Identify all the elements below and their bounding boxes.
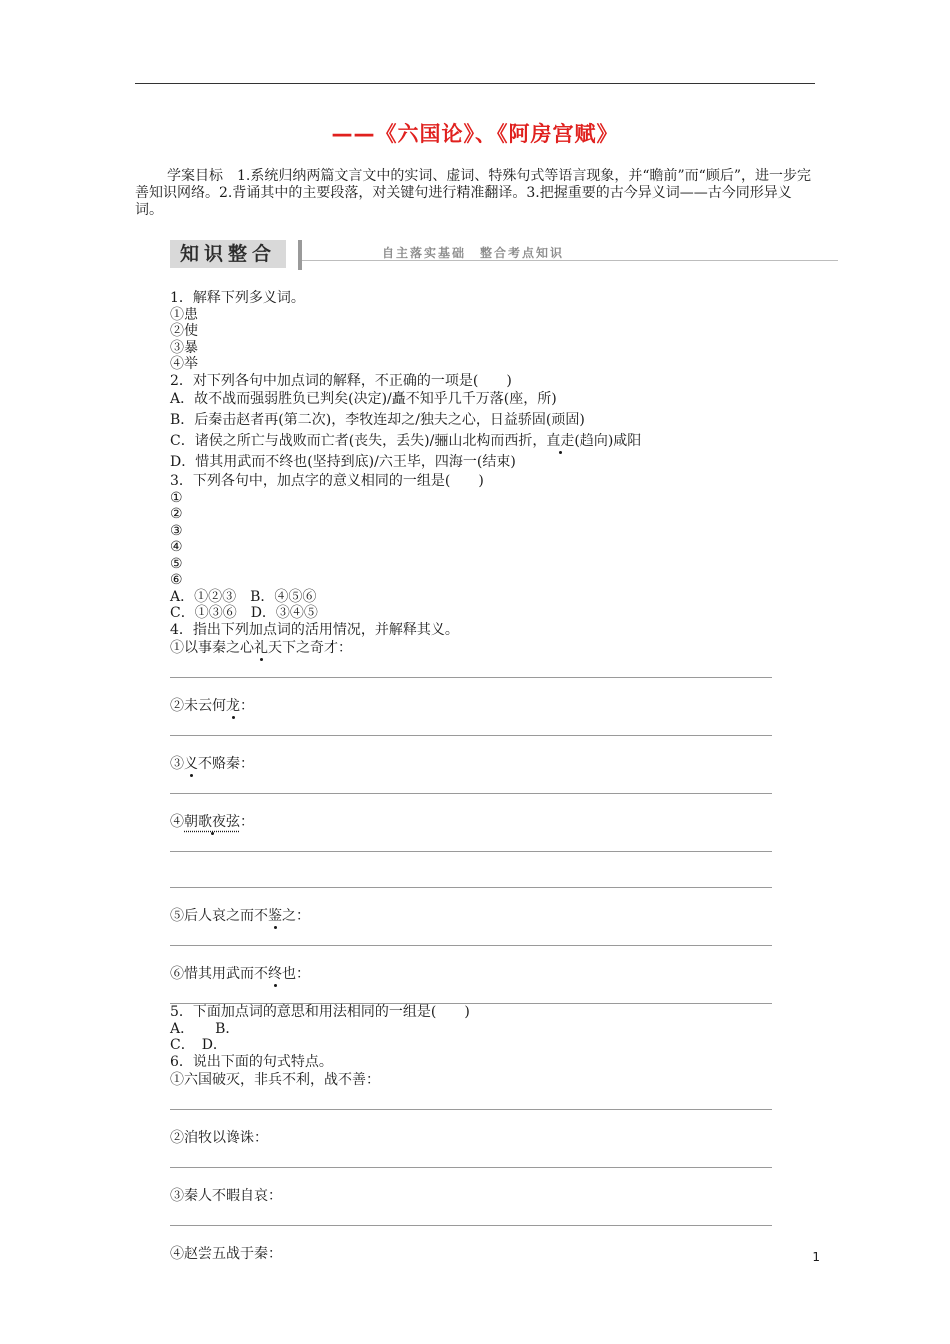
dotted-word: 朝歌夜弦: [184, 814, 240, 830]
dotted-word: 龙: [226, 698, 240, 714]
question-3-item: ①: [170, 489, 183, 506]
question-1-item: ②使: [170, 323, 198, 339]
question-4-item: [170, 754, 820, 775]
section-banner: [170, 240, 838, 270]
exercise-content: [170, 290, 820, 1265]
question-3-item: ⑥: [170, 572, 183, 588]
question-1-item: ④举: [170, 356, 198, 372]
question-3-item: ⑤: [170, 555, 183, 572]
question-6-item: ②洎牧以谗诛：: [170, 1130, 268, 1146]
item-text: ⑤后人哀之而不: [170, 908, 268, 924]
question-3-options: A．①②③ B．④⑤⑥: [170, 588, 317, 605]
question-2-stem: 2．对下列各句中加点词的解释，不正确的一项是( ): [170, 372, 512, 389]
question-6-item: ④赵尝五战于秦：: [170, 1246, 282, 1262]
question-1-stem: 1．解释下列多义词。: [170, 290, 305, 306]
page-number: 1: [812, 1250, 820, 1264]
question-5-stem: 5．下面加点词的意思和用法相同的一组是( ): [170, 1004, 470, 1020]
question-4-stem: 4．指出下列加点词的活用情况，并解释其义。: [170, 621, 459, 638]
option-c-text: C．诸侯之所亡与战败而亡者(丧失，丢失)/骊山北构而西折，: [170, 433, 547, 449]
question-4-item: [170, 696, 820, 717]
question-4-item: [170, 812, 820, 833]
dotted-word: 义: [184, 756, 198, 772]
question-2-option-c: [170, 431, 820, 452]
item-text: ：: [240, 814, 254, 830]
banner-bar: [298, 240, 302, 270]
item-text: ：: [240, 698, 254, 714]
dotted-word: 鉴: [268, 908, 282, 924]
item-text: ①以事秦之心: [170, 640, 254, 656]
question-1-item: ③暴: [170, 339, 198, 356]
question-6-stem: 6．说出下面的句式特点。: [170, 1053, 333, 1070]
option-c-tail: (趋向)咸阳: [574, 433, 642, 449]
dotted-word: 礼: [254, 640, 268, 656]
header-rule: [135, 83, 815, 84]
question-3-options: C．①③⑥ D．③④⑤: [170, 605, 318, 621]
banner-subtitle: 自主落实基础 整合考点知识: [382, 246, 565, 260]
question-1-item: ①患: [170, 306, 198, 323]
question-5-options: C． D．: [170, 1037, 227, 1053]
item-text: ⑥惜其用武而不: [170, 966, 268, 982]
question-4-item: [170, 906, 820, 927]
question-2-option-b: B．后秦击赵者再(第二次)，李牧连却之/独夫之心，日益骄固(顽固): [170, 412, 585, 428]
question-5-options: A． B．: [170, 1020, 240, 1037]
question-6-item: ①六国破灭，非兵不利，战不善：: [170, 1072, 380, 1088]
question-3-stem: 3．下列各句中，加点字的意义相同的一组是( ): [170, 473, 484, 489]
banner-title: 知识整合: [170, 240, 286, 268]
item-text: ④: [170, 814, 184, 830]
question-3-item: ②: [170, 506, 183, 522]
question-6-item: ③秦人不暇自哀：: [170, 1188, 282, 1204]
learning-goals: 学案目标 1.系统归纳两篇文言文中的实词、虚词、特殊句式等语言现象，并“瞻前”而“顾后”，进一步完善知识网络。2.背诵其中的主要段落，对关键句进行精准翻译。3.把握重要的古今异义词——古今同形异义词。: [135, 168, 811, 218]
question-2-option-a: A．故不战而强弱胜负已判矣(决定)/矗不知乎几千万落(座，所): [170, 391, 557, 407]
dotted-word: 终: [268, 966, 282, 982]
question-4-item: [170, 964, 820, 985]
page-title: ——《六国论》、《阿房宫赋》: [331, 122, 619, 146]
item-text: 之：: [282, 908, 310, 924]
item-text: ②未云何: [170, 698, 226, 714]
item-text: 天下之奇才：: [268, 640, 352, 656]
question-3-item: ④: [170, 539, 183, 555]
question-2-option-d: D．惜其用武而不终也(坚持到底)/六王毕，四海一(结束): [170, 454, 516, 470]
dotted-word: 直走: [546, 433, 575, 449]
item-text: 也：: [282, 966, 310, 982]
question-3-item: ③: [170, 522, 183, 539]
item-text: 不赂秦：: [198, 756, 254, 772]
item-text: ③: [170, 756, 184, 772]
question-4-item: [170, 638, 820, 659]
